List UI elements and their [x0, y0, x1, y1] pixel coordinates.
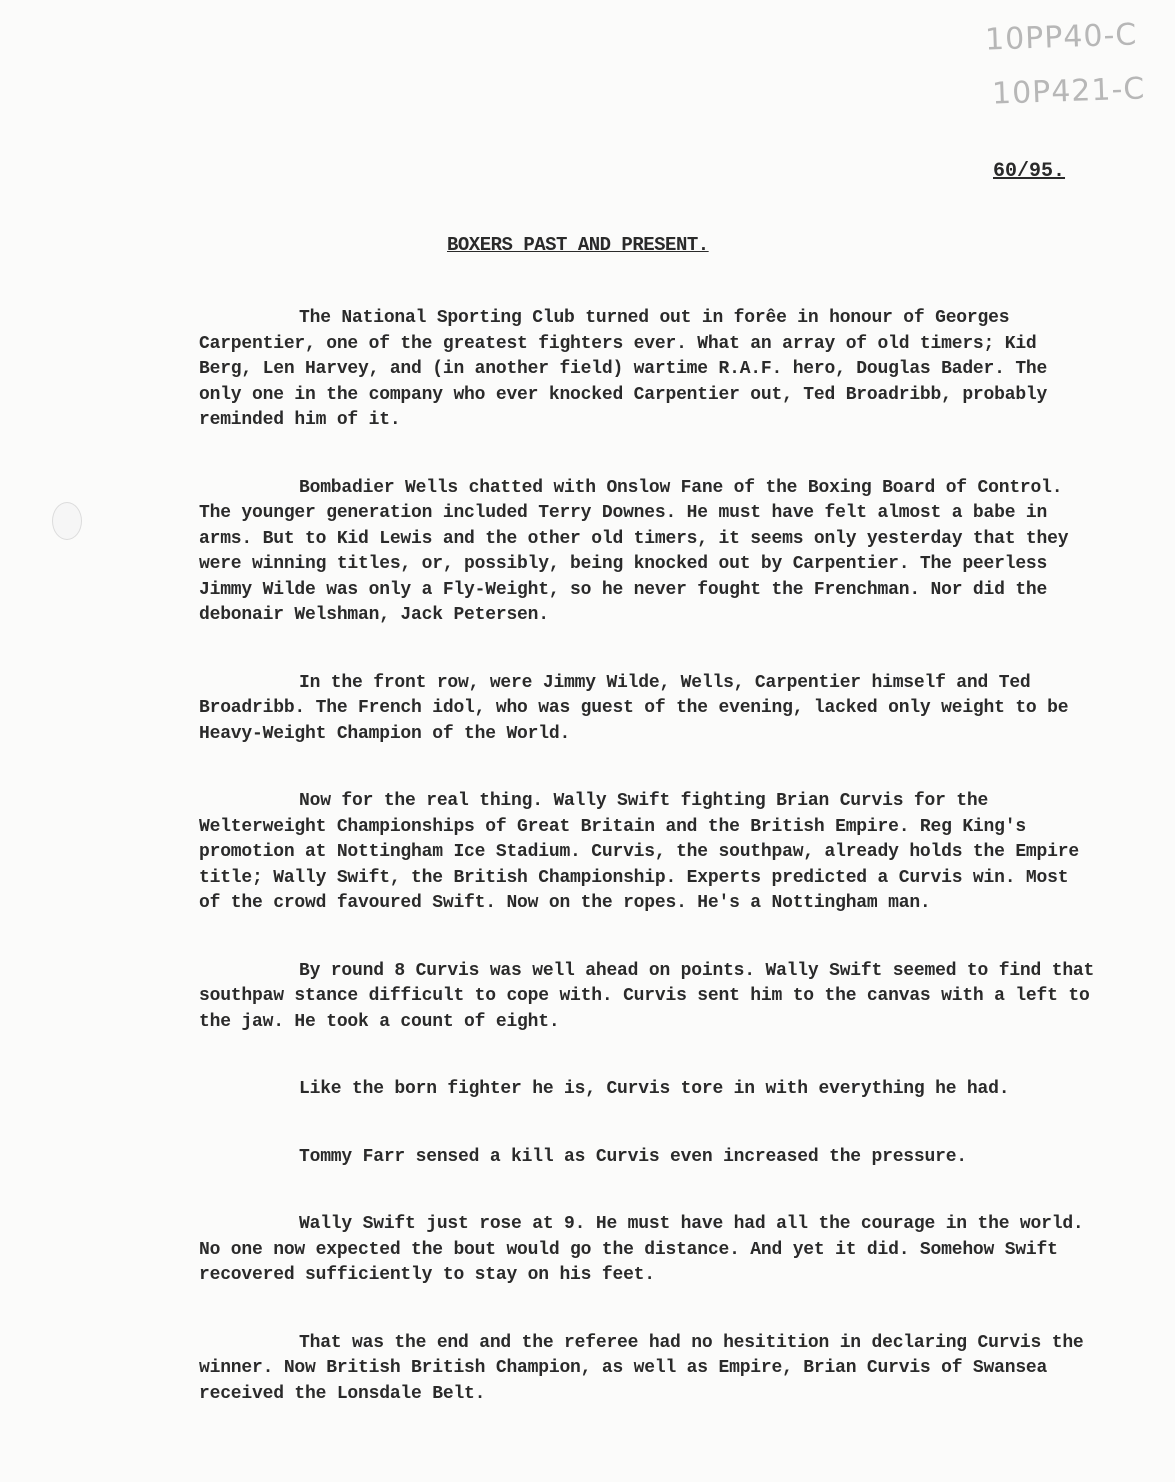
page-number: 60/95. [993, 160, 1066, 183]
paragraph: By round 8 Curvis was well ahead on points. Wally Swift seemed to find that southpaw stance difficult to cope with. Curvis sent him to the canvas with a left to the jaw. He took a count of eight. [199, 960, 1095, 1032]
document-body [199, 306, 1099, 1449]
paragraph: Like the born fighter he is, Curvis tore in with everything he had. [299, 1079, 1010, 1099]
document-title: BOXERS PAST AND PRESENT. [447, 234, 709, 256]
paragraph: In the front row, were Jimmy Wilde, Wells, Carpentier himself and Ted Broadribb. The French idol, who was guest of the evening, lacked only weight to be Heavy-Weight Champion of the World. [199, 672, 1069, 744]
paragraph: The National Sporting Club turned out in forêe in honour of Georges Carpentier, one of the greatest fighters ever. What an array of old timers; Kid Berg, Len Harvey, and (in another field) wartime R.A.F. hero, Douglas Bader. The only one in the company who ever knocked Carpentier out, Ted Broadribb, probably reminded him of it. [199, 308, 1048, 430]
handwritten-annotation-1: 10PP40-C [984, 17, 1138, 58]
paragraph: Tommy Farr sensed a kill as Curvis even increased the pressure. [299, 1146, 967, 1167]
handwritten-annotation-2: 10P421-C [991, 71, 1146, 112]
paragraph: Bombadier Wells chatted with Onslow Fane of the Boxing Board of Control. The younger generation included Terry Downes. He must have felt almost a babe in arms. But to Kid Lewis and the other old timers, it seems only yesterday that they were winning titles, or, possibly, being knocked out by Carpentier. The peerless Jimmy Wilde was only a Fly-Weight, so he never fought the Frenchman. Nor did the debonair Welshman, Jack Petersen. [199, 477, 1069, 625]
paragraph: Wally Swift just rose at 9. He must have had all the courage in the world. No one now expected the bout would go the distance. And yet it did. Somehow Swift recovered sufficiently to stay on his feet. [199, 1214, 1084, 1285]
paragraph: That was the end and the referee had no hesitition in declaring Curvis the winner. Now British British Champion, as well as Empire, Brian Curvis of Swansea received the Lonsdale Belt. [199, 1332, 1084, 1404]
punch-hole [52, 502, 82, 540]
paragraph: Now for the real thing. Wally Swift fighting Brian Curvis for the Welterweight Championships of Great Britain and the British Empire. Reg King's promotion at Nottingham Ice Stadium. Curvis, the southpaw, already holds the Empire title; Wally Swift, the British Championship. Experts predicted a Curvis win. Most of the crowd favoured Swift. Now on the ropes. He's a Nottingham man. [199, 791, 1079, 913]
